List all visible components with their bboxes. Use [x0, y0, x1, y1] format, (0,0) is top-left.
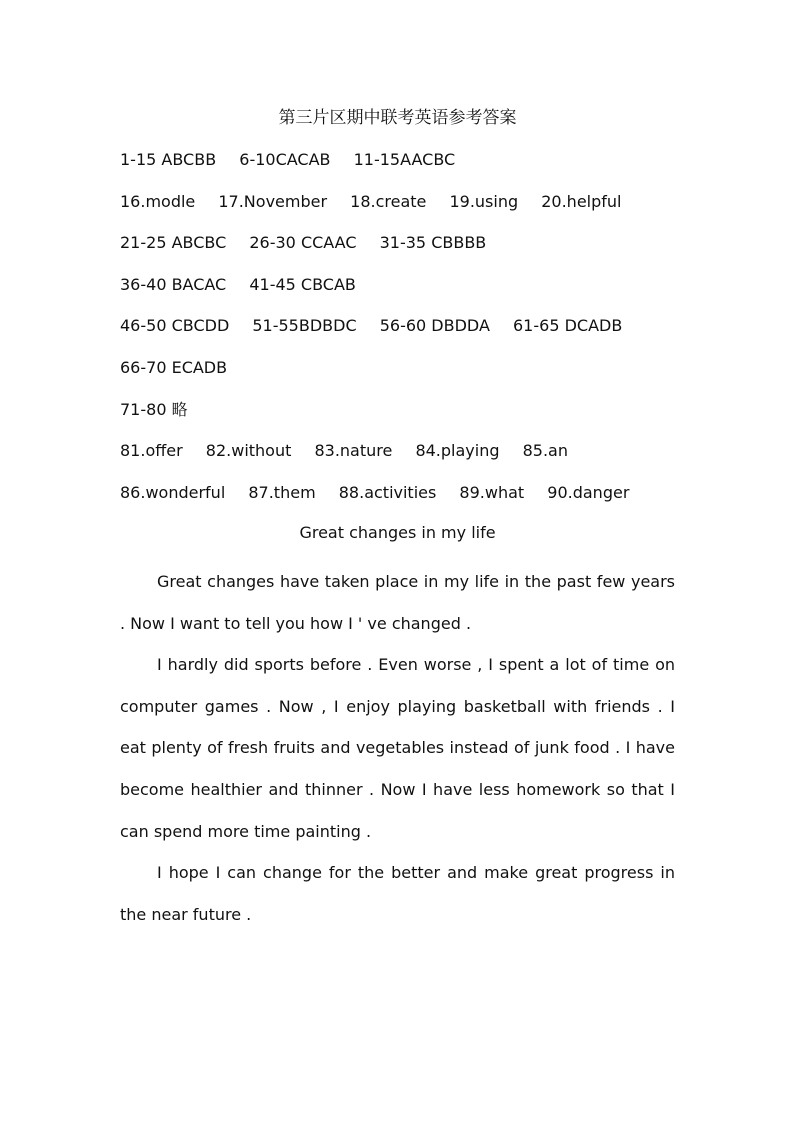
answer-item: 1-15 ABCBB: [120, 150, 217, 169]
answer-item: 18.create: [350, 191, 427, 211]
answer-item: 36-40 BACAC: [120, 274, 227, 294]
answer-item: 17.November: [218, 191, 328, 211]
answer-row: [120, 146, 675, 188]
answer-row: [120, 271, 675, 313]
answer-item: 51-55BDBDC: [252, 316, 357, 336]
answer-row: [120, 396, 675, 438]
answer-item: 20.helpful: [541, 191, 622, 211]
answer-item: 41-45 CBCAB: [249, 274, 356, 294]
essay-paragraph: I hope I can change for the better and make great progress in the near future .: [120, 863, 675, 924]
answer-item: 84.playing: [415, 441, 500, 461]
answer-item: 16.modle: [120, 191, 196, 211]
answer-item: 31-35 CBBBB: [379, 233, 487, 253]
answer-item: 83.nature: [314, 441, 393, 461]
answer-row: [120, 479, 675, 521]
essay-paragraph: I hardly did sports before . Even worse , I spent a lot of time on computer games . Now , I enjoy playing basketball with friends . I eat plenty of fresh fruits and vegetables instead of junk food . I have become healthier and thinner . Now I have less homework so that I can spend more time painting .: [120, 655, 675, 841]
answer-item: 85.an: [522, 441, 568, 461]
answer-item: 66-70 ECADB: [120, 357, 228, 377]
answer-item: 86.wonderful: [120, 482, 226, 502]
answer-item: 46-50 CBCDD: [120, 316, 230, 336]
answer-row: [120, 188, 675, 230]
essay-paragraph: Great changes have taken place in my life in the past few years . Now I want to tell you how I ' ve changed .: [120, 572, 675, 633]
answer-item: 81.offer: [120, 441, 183, 461]
essay-body: [120, 561, 675, 935]
answer-item: 61-65 DCADB: [513, 316, 623, 336]
answer-item: 88.activities: [338, 482, 437, 502]
answer-item: 89.what: [459, 482, 525, 502]
answer-item: 21-25 ABCBC: [120, 233, 227, 253]
essay-title: Great changes in my life: [299, 523, 496, 542]
answer-row: [120, 437, 675, 479]
answer-item: 19.using: [449, 191, 519, 211]
answer-key-list: [120, 146, 675, 520]
answer-item: 6-10CACAB: [239, 150, 331, 169]
answer-item: 71-80 略: [120, 399, 188, 419]
answer-item: 87.them: [248, 482, 316, 502]
answer-row: [120, 312, 675, 354]
answer-item: 56-60 DBDDA: [379, 316, 490, 336]
answer-item: 82.without: [205, 441, 292, 461]
answer-row: [120, 229, 675, 271]
answer-item: 11-15AACBC: [353, 150, 456, 169]
answer-item: 90.danger: [547, 482, 630, 502]
answer-item: 26-30 CCAAC: [249, 233, 357, 253]
page-title: 第三片区期中联考英语参考答案: [278, 108, 517, 128]
answer-row: [120, 354, 675, 396]
